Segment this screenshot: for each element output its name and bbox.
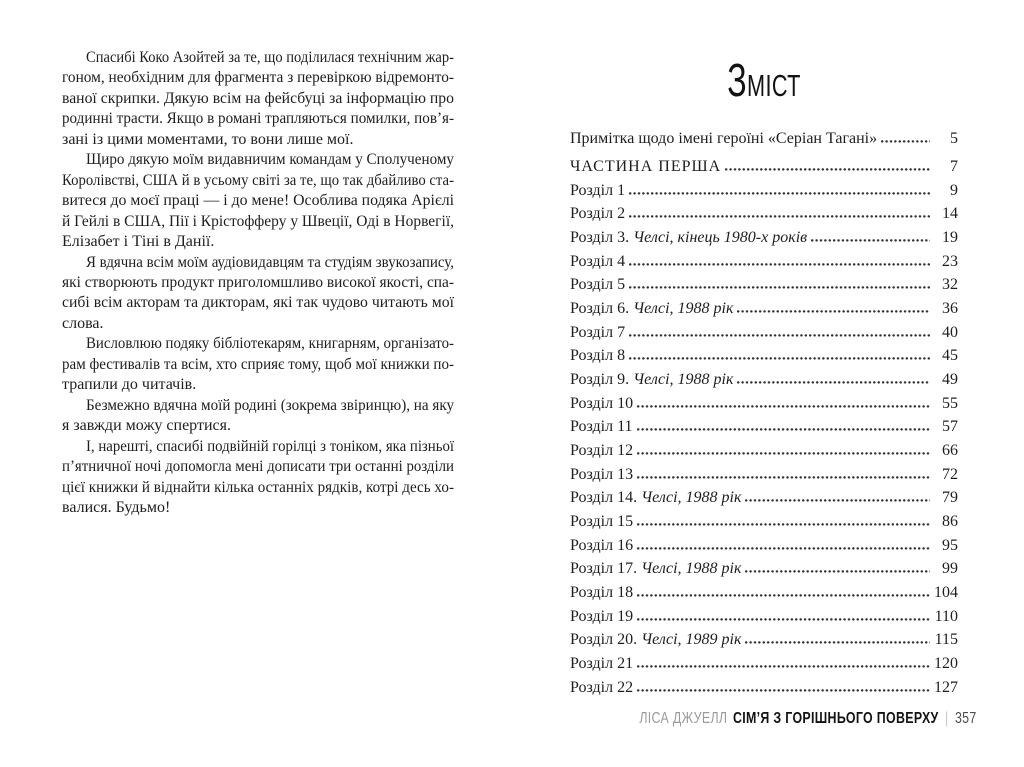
toc-dot-leader: [637, 546, 930, 550]
toc-entry: [570, 465, 958, 489]
toc-page-number: 14: [942, 205, 958, 223]
toc-page-number: 49: [942, 371, 958, 389]
toc-list: [570, 129, 958, 701]
text-line: я завжди можу спертися.: [62, 417, 231, 435]
toc-entry-subtitle: Челсі, 1988 рік: [633, 371, 734, 389]
paragraph: [62, 253, 454, 335]
toc-page-number: 36: [942, 300, 958, 318]
text-line: які створюють продукт приголомшливо високої якості, спа-: [62, 273, 454, 291]
toc-entry-label: Розділ 18: [570, 583, 634, 601]
toc-dot-leader: [637, 664, 930, 668]
toc-entry-label: Розділ 10: [570, 394, 634, 412]
toc-entry: [570, 654, 958, 678]
toc-entry: [570, 129, 958, 153]
footer-author: ЛІСА ДЖУЕЛЛ: [639, 710, 728, 727]
text-line: гоном, необхідним для фрагмента з перевіркою відремонто-: [62, 69, 454, 87]
toc-dot-leader: [637, 593, 930, 597]
right-page: [570, 0, 958, 740]
toc-entry-label: Розділ 21: [570, 654, 634, 672]
toc-entry-label: Розділ 9. Челсі, 1988 рік: [570, 371, 734, 389]
toc-dot-leader: [637, 522, 930, 526]
text-line: сибі всім акторам та дикторам, які так чудово читають мої: [62, 294, 454, 312]
text-line: Елізабет і Тіні в Данії.: [62, 233, 215, 251]
toc-page-number: 127: [934, 678, 958, 696]
toc-page-number: 23: [942, 252, 958, 270]
toc-page-number: 45: [942, 347, 958, 365]
footer-separator: |: [945, 710, 949, 727]
running-footer: [640, 710, 977, 727]
toc-page-number: 5: [950, 130, 958, 147]
text-line: валися. Будьмо!: [62, 498, 171, 516]
text-line: трапили до читачів.: [62, 376, 197, 394]
toc-page-number: 99: [942, 560, 958, 578]
text-line: Спасибі Коко Азойтей за те, що поділилася технічним жар-: [86, 49, 454, 66]
toc-dot-leader: [629, 214, 930, 218]
toc-entry: [570, 441, 958, 465]
toc-entry: [570, 394, 958, 418]
text-line: й Гейлі в США, Пії і Крістофферу у Швеції, Оді в Норвегії,: [62, 212, 454, 230]
toc-entry: [570, 252, 958, 276]
text-line: зані із цими моментами, то вони лише мої.: [62, 130, 354, 148]
text-line: родинні трасти. Якщо в романі трапляються помилки, пов’я-: [62, 110, 454, 128]
toc-entry: [570, 417, 958, 441]
toc-page-number: 104: [934, 583, 958, 601]
toc-dot-leader: [737, 380, 930, 384]
paragraph: [62, 48, 454, 150]
toc-page-number: 95: [942, 536, 958, 554]
toc-page-number: 9: [950, 181, 958, 199]
toc-entry-subtitle: Челсі, 1989 рік: [641, 631, 742, 649]
toc-dot-leader: [737, 309, 930, 313]
toc-page-number: 7: [950, 158, 958, 176]
toc-entry: [570, 204, 958, 228]
toc-entry: [570, 488, 958, 512]
toc-page-number: 19: [942, 229, 958, 247]
toc-entry: [570, 275, 958, 299]
toc-entry: [570, 512, 958, 536]
toc-dot-leader: [637, 451, 930, 455]
toc-page-number: 86: [942, 513, 958, 530]
toc-dot-leader: [629, 262, 930, 266]
toc-entry: [570, 559, 958, 583]
toc-dot-leader: [629, 191, 930, 195]
text-line: Безмежно вдячна моїй родині (зокрема звіринцю), на яку: [86, 396, 454, 414]
text-line: цієї книжки й віднайти кілька останніх рядків, котрі десь хо-: [62, 478, 454, 496]
left-page: [62, 48, 454, 518]
toc-entry-label: Розділ 13: [570, 465, 634, 483]
text-line: Королівстві, США й в усьому світі за те, що так дбайливо ста-: [62, 171, 454, 189]
toc-entry-label: Розділ 2: [570, 205, 626, 223]
acknowledgments-text: [62, 48, 454, 518]
text-line: Щиро дякую моїм видавничим командам у Сполученому: [86, 151, 454, 169]
toc-dot-leader: [745, 569, 930, 573]
toc-entry: [570, 228, 958, 252]
toc-dot-leader: [637, 475, 930, 479]
toc-dot-leader: [629, 333, 930, 337]
toc-dot-leader: [629, 285, 930, 289]
toc-page-number: 55: [942, 394, 958, 412]
toc-page-number: 32: [942, 276, 958, 294]
toc-dot-leader: [811, 238, 930, 242]
text-line: Висловлюю подяку бібліотекарям, книгарням, організато-: [86, 335, 454, 353]
toc-page-number: 115: [934, 631, 958, 649]
toc-entry-label: Розділ 5: [570, 276, 626, 294]
toc-entry-label: Розділ 14. Челсі, 1988 рік: [570, 489, 742, 507]
toc-page-number: 72: [942, 465, 958, 483]
toc-entry-label: Розділ 16: [570, 536, 634, 554]
toc-entry-subtitle: Челсі, кінець 1980-х років: [633, 229, 808, 247]
toc-entry: [570, 181, 958, 205]
toc-dot-leader: [637, 688, 930, 692]
toc-entry-label: Розділ 12: [570, 442, 634, 460]
toc-page-number: 40: [942, 323, 958, 341]
toc-dot-leader: [637, 404, 930, 408]
toc-page-number: 110: [934, 607, 958, 625]
paragraph: [62, 437, 454, 519]
toc-entry-label: Розділ 8: [570, 347, 626, 365]
toc-entry: [570, 607, 958, 631]
toc-entry-label: Примітка щодо імені героїні «Серіан Тагані»: [570, 130, 878, 147]
paragraph: [62, 150, 454, 252]
toc-entry-label: Розділ 11: [570, 418, 633, 436]
toc-entry-label: Розділ 15: [570, 513, 634, 530]
toc-entry-subtitle: Челсі, 1988 рік: [633, 300, 734, 318]
text-line: Я вдячна всім моїм аудіовидавцям та студіям звукозапису,: [86, 253, 454, 271]
toc-page-number: 57: [942, 418, 958, 436]
paragraph: [62, 334, 454, 395]
toc-page-number: 120: [934, 654, 958, 672]
toc-entry-label: Розділ 20. Челсі, 1989 рік: [570, 631, 742, 649]
toc-entry-label: Розділ 7: [570, 323, 626, 341]
text-line: ваної скрипки. Дякую всім на фейсбуці за інформацію про: [62, 89, 454, 107]
toc-entry-label: Розділ 22: [570, 678, 634, 696]
footer-page-number: 357: [955, 710, 977, 727]
toc-entry: [570, 583, 958, 607]
toc-entry: [570, 678, 958, 702]
toc-dot-leader: [637, 427, 930, 431]
toc-entry: [570, 536, 958, 560]
text-line: слова.: [62, 314, 104, 332]
toc-entry: [570, 299, 958, 323]
toc-dot-leader: [745, 498, 930, 502]
toc-dot-leader: [629, 356, 930, 360]
toc-entry-label: Розділ 3. Челсі, кінець 1980-х років: [570, 229, 808, 247]
text-line: витеся до моєї праці — і до мене! Особлива подяка Арієлі: [62, 192, 454, 210]
toc-entry: [570, 323, 958, 347]
toc-page-number: 79: [942, 489, 958, 507]
toc-title: ЗМІСТ: [727, 54, 801, 106]
toc-entry-label: Розділ 17. Челсі, 1988 рік: [570, 560, 742, 578]
toc-dot-leader: [881, 139, 930, 143]
text-line: рам фестивалів та всім, хто сприяє тому, щоб мої книжки по-: [62, 355, 454, 373]
toc-entry-label: Розділ 19: [570, 607, 634, 625]
toc-entry: [570, 370, 958, 394]
toc-dot-leader: [725, 167, 930, 171]
toc-entry: [570, 157, 958, 181]
text-line: п’ятничної ночі допомогла мені дописати три останні розділи: [62, 458, 454, 476]
toc-page-number: 66: [942, 442, 958, 460]
toc-entry-subtitle: Челсі, 1988 рік: [641, 489, 742, 507]
toc-entry: [570, 630, 958, 654]
toc-dot-leader: [637, 617, 930, 621]
toc-entry-label: Розділ 6. Челсі, 1988 рік: [570, 300, 734, 318]
toc-dot-leader: [745, 640, 930, 644]
toc-entry: [570, 346, 958, 370]
toc-entry-label: ЧАСТИНА ПЕРША: [570, 158, 722, 176]
toc-entry-label: Розділ 4: [570, 252, 626, 270]
paragraph: [62, 396, 454, 437]
toc-entry-subtitle: Челсі, 1988 рік: [641, 560, 742, 578]
footer-book-title: СІМ’Я З ГОРІШНЬОГО ПОВЕРХУ: [733, 710, 939, 727]
text-line: І, нарешті, спасибі подвійній горілці з тоніком, яка пізньої: [86, 437, 454, 455]
toc-entry-label: Розділ 1: [570, 181, 626, 199]
